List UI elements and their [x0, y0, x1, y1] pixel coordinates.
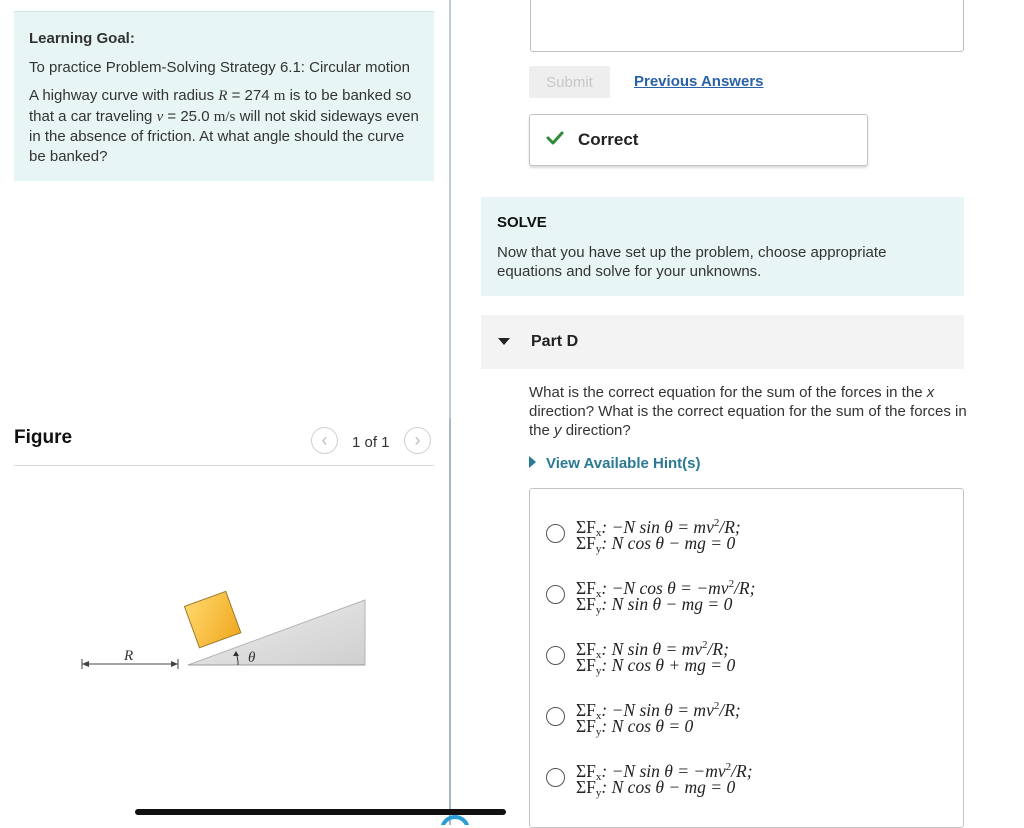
sum-symbol: ΣF — [576, 533, 596, 553]
option-y-equation — [576, 594, 732, 620]
option-y-equation — [576, 655, 735, 681]
sum-symbol: ΣF — [576, 777, 596, 797]
sum-symbol: ΣF — [576, 578, 596, 598]
equation-text: /R; — [719, 517, 741, 537]
question-x: x — [926, 384, 935, 401]
previous-answers-link[interactable]: Previous Answers — [634, 73, 764, 90]
angle-label: θ — [248, 650, 256, 666]
subscript: y — [595, 543, 602, 555]
sum-symbol: ΣF — [576, 639, 596, 659]
learning-goal-panel — [14, 11, 434, 181]
superscript: 2 — [713, 517, 720, 529]
answer-options — [529, 488, 964, 828]
question-y: y — [554, 422, 562, 439]
subscript: x — [595, 588, 602, 600]
radio-button[interactable] — [546, 707, 565, 726]
option-y-equation — [576, 533, 735, 559]
equation-text: /R; — [719, 700, 741, 720]
equation-text: /R; — [707, 639, 729, 659]
sum-symbol: ΣF — [576, 700, 596, 720]
question-text: What is the correct equation for the sum of the forces in the — [529, 384, 927, 401]
part-d-title: Part D — [531, 333, 579, 350]
radius-symbol: R — [218, 88, 228, 104]
answer-option[interactable] — [546, 635, 946, 679]
chevron-right-icon[interactable]: › — [404, 427, 431, 454]
radius-label: R — [124, 648, 134, 664]
sum-symbol: ΣF — [576, 517, 596, 537]
solve-title: SOLVE — [497, 214, 547, 231]
solve-text: Now that you have set up the problem, choose appropriate equations and solve for your unknowns. — [497, 243, 887, 280]
banked-curve-figure — [70, 585, 380, 685]
option-y-equation — [576, 716, 693, 742]
figure-title: Figure — [14, 427, 73, 448]
figure-header — [14, 425, 434, 466]
radio-button[interactable] — [546, 585, 565, 604]
problem-text: is to be banked so that a car traveling — [29, 87, 412, 125]
pane-divider-handle[interactable] — [449, 418, 451, 825]
subscript: x — [595, 771, 602, 783]
car-block — [184, 591, 240, 647]
question-text: direction? What is the correct equation for the sum of the forces in the — [529, 403, 967, 439]
problem-text: will not skid sideways even in the absence of friction. At what angle should the curve be banked? — [29, 107, 419, 165]
problem-text: A highway curve with radius — [29, 87, 219, 104]
equation-text: /R; — [734, 578, 756, 598]
feedback-box — [529, 114, 868, 166]
equation-text: : N cos θ − mg = 0 — [601, 533, 736, 553]
caret-down-icon — [498, 338, 510, 345]
view-hints-toggle[interactable] — [529, 455, 701, 472]
radio-button[interactable] — [546, 646, 565, 665]
learning-goal-strategy: To practice Problem-Solving Strategy 6.1: Circular motion — [29, 58, 410, 76]
chevron-left-icon[interactable]: ‹ — [311, 427, 338, 454]
feedback-text: Correct — [578, 130, 639, 149]
solve-panel — [481, 197, 964, 296]
velocity-unit: m/s — [213, 108, 236, 125]
radio-button[interactable] — [546, 768, 565, 787]
equation-text: : N sin θ − mg = 0 — [601, 594, 733, 614]
subscript: y — [595, 726, 602, 738]
hints-label: View Available Hint(s) — [546, 455, 701, 472]
equation-text: : N sin θ = mv — [601, 639, 703, 659]
previous-answer-box — [530, 0, 964, 52]
equation-text: : −N sin θ = mv — [601, 700, 714, 720]
part-d-question — [529, 383, 969, 440]
answer-option[interactable] — [546, 696, 946, 740]
part-d-header[interactable] — [481, 315, 964, 369]
learning-goal-title: Learning Goal: — [29, 30, 135, 47]
sum-symbol: ΣF — [576, 655, 596, 675]
velocity-symbol: v — [156, 108, 164, 125]
figure-counter: 1 of 1 — [352, 434, 390, 451]
superscript: 2 — [725, 761, 732, 773]
equation-text: : −N sin θ = −mv — [601, 761, 726, 781]
caret-right-icon — [529, 456, 536, 468]
answer-option[interactable] — [546, 757, 946, 801]
subscript: x — [595, 710, 602, 722]
equation-text: : −N cos θ = −mv — [601, 578, 729, 598]
question-text: direction? — [561, 422, 631, 439]
equation-text: : −N sin θ = mv — [601, 517, 714, 537]
equation-text: : N cos θ + mg = 0 — [601, 655, 736, 675]
equation-text: : N cos θ − mg = 0 — [601, 777, 736, 797]
answer-option[interactable] — [546, 574, 946, 618]
equation-text: /R; — [731, 761, 753, 781]
sum-symbol: ΣF — [576, 594, 596, 614]
subscript: y — [595, 604, 602, 616]
problem-text: = 274 — [227, 87, 274, 104]
radio-button[interactable] — [546, 524, 565, 543]
checkmark-icon — [546, 130, 564, 146]
sum-symbol: ΣF — [576, 716, 596, 736]
subscript: y — [595, 665, 602, 677]
left-pane — [0, 0, 449, 825]
subscript: y — [595, 787, 602, 799]
problem-text: = 25.0 — [163, 107, 214, 125]
help-icon[interactable] — [440, 815, 480, 825]
subscript: x — [595, 649, 602, 661]
sum-symbol: ΣF — [576, 761, 596, 781]
superscript: 2 — [713, 700, 720, 712]
submit-button[interactable]: Submit — [529, 66, 610, 98]
equation-text: : N cos θ = 0 — [601, 716, 694, 736]
superscript: 2 — [728, 578, 735, 590]
subscript: x — [595, 527, 602, 539]
superscript: 2 — [702, 639, 708, 651]
radius-unit: m — [273, 88, 286, 104]
option-y-equation — [576, 777, 735, 803]
problem-statement — [29, 86, 419, 166]
answer-option[interactable] — [546, 513, 946, 557]
